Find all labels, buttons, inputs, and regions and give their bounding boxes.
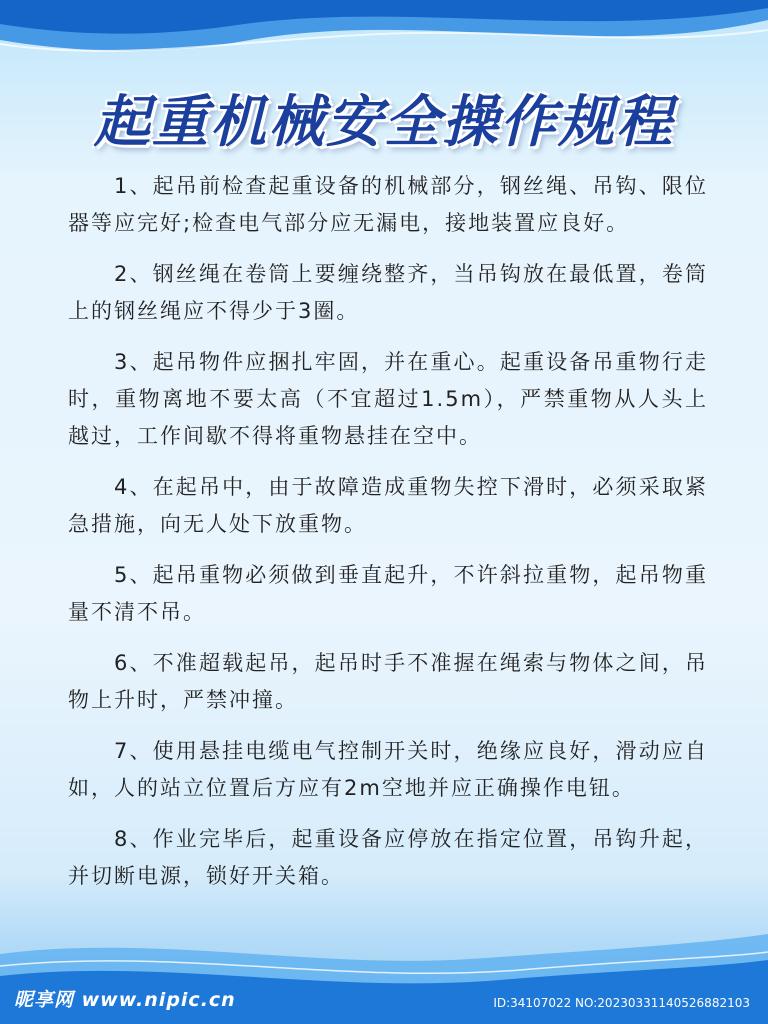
rule-item-1: 1、起吊前检查起重设备的机械部分，钢丝绳、吊钩、限位器等应完好;检查电气部分应无漏电，接地装置应良好。: [68, 174, 708, 235]
rule-item-4: 4、在起吊中，由于故障造成重物失控下滑时，必须采取紧急措施，向无人处下放重物。: [68, 475, 708, 536]
image-id-text: ID:34107022 NO:20230331140526882103: [493, 996, 750, 1010]
rule-item-7: 7、使用悬挂电缆电气控制开关时，绝缘应良好，滑动应自如，人的站立位置后方应有2m空地并应正确操作电钮。: [68, 739, 708, 800]
page-title: 起重机械安全操作规程: [94, 90, 674, 155]
rule-item-3: 3、起吊物件应捆扎牢固，并在重心。起重设备吊重物行走时，重物离地不要太高（不宜超过1.5m），严禁重物从人头上越过，工作间歇不得将重物悬挂在空中。: [68, 350, 708, 448]
watermark-logo: 昵享网 www.nipic.cn: [14, 989, 236, 1011]
rule-item-2: 2、钢丝绳在卷筒上要缠绕整齐，当吊钩放在最低置，卷筒上的钢丝绳应不得少于3圈。: [68, 262, 708, 323]
rule-item-6: 6、不准超载起吊，起吊时手不准握在绳索与物体之间，吊物上升时，严禁冲撞。: [68, 651, 708, 712]
top-wave-decoration: [0, 0, 768, 90]
rule-item-5: 5、起吊重物必须做到垂直起升，不许斜拉重物，起吊物重量不清不吊。: [68, 563, 708, 624]
rule-item-8: 8、作业完毕后，起重设备应停放在指定位置，吊钩升起，并切断电源，锁好开关箱。: [68, 827, 708, 888]
rules-list: [68, 168, 708, 909]
